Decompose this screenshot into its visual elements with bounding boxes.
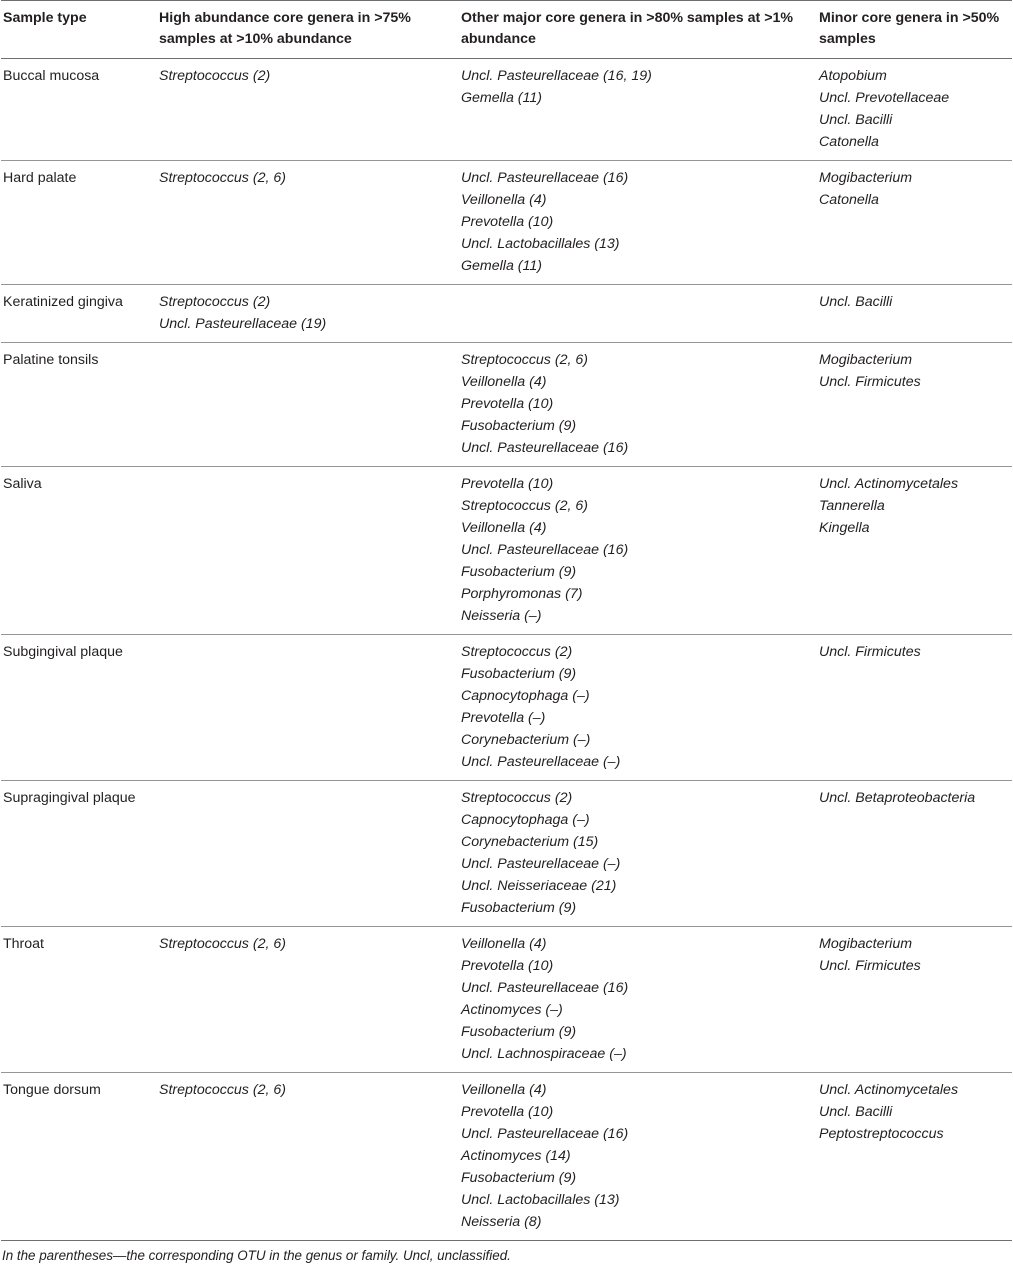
genus-name: Atopobium [819, 68, 887, 84]
sample-type-cell: Palatine tonsils [3, 352, 99, 368]
minor-cell [817, 343, 1012, 467]
table-footnote: In the parentheses—the corresponding OTU in the genus or family. Uncl, unclassified. [2, 1248, 511, 1263]
genus-name: Uncl. Pasteurellaceae (19) [159, 316, 327, 332]
other-major-cell [459, 1073, 817, 1241]
minor-cell [817, 161, 1012, 285]
header-other-major: Other major core genera in >80% samples at >1% abundance [461, 10, 793, 47]
genus-name: Fusobacterium (9) [461, 1024, 577, 1040]
other-major-cell [459, 343, 817, 467]
table-row [1, 635, 1012, 781]
genus-name: Mogibacterium [819, 352, 913, 368]
genus-name: Peptostreptococcus [819, 1126, 944, 1142]
genus-name: Fusobacterium (9) [461, 1170, 577, 1186]
table-row [1, 285, 1012, 343]
genus-name: Uncl. Pasteurellaceae (16) [461, 1126, 629, 1142]
table-row [1, 467, 1012, 635]
genus-name: Uncl. Pasteurellaceae (16, 19) [461, 68, 652, 84]
high-abundance-cell [157, 781, 459, 927]
genus-name: Uncl. Lachnospiraceae (–) [461, 1046, 627, 1062]
genus-name: Actinomyces (14) [461, 1148, 571, 1164]
sample-type-cell: Subgingival plaque [3, 644, 123, 660]
genus-name: Corynebacterium (–) [461, 732, 591, 748]
sample-type-cell: Tongue dorsum [3, 1082, 101, 1098]
other-major-cell [459, 285, 817, 343]
table-row [1, 343, 1012, 467]
other-major-cell [459, 161, 817, 285]
minor-cell [817, 927, 1012, 1073]
genus-name: Uncl. Betaproteobacteria [819, 790, 976, 806]
other-major-cell [459, 467, 817, 635]
genus-name: Streptococcus (2) [159, 68, 271, 84]
genus-name: Uncl. Firmicutes [819, 644, 921, 660]
high-abundance-cell [157, 161, 459, 285]
genus-name: Veillonella (4) [461, 520, 547, 536]
genus-name: Uncl. Actinomycetales [819, 1082, 959, 1098]
genus-name: Uncl. Pasteurellaceae (16) [461, 542, 629, 558]
genus-name: Tannerella [819, 498, 885, 514]
genus-name: Actinomyces (–) [461, 1002, 563, 1018]
table-row [1, 59, 1012, 161]
genus-name: Prevotella (10) [461, 1104, 554, 1120]
minor-cell [817, 781, 1012, 927]
other-major-cell [459, 781, 817, 927]
genus-name: Neisseria (8) [461, 1214, 542, 1230]
high-abundance-cell [157, 343, 459, 467]
genus-name: Mogibacterium [819, 936, 913, 952]
sample-type-cell: Throat [3, 936, 45, 952]
table-row [1, 927, 1012, 1073]
genus-name: Streptococcus (2, 6) [159, 1082, 286, 1098]
minor-cell [817, 285, 1012, 343]
genus-name: Capnocytophaga (–) [461, 688, 590, 704]
genus-name: Streptococcus (2) [461, 644, 573, 660]
genus-name: Uncl. Firmicutes [819, 374, 921, 390]
genus-name: Uncl. Bacilli [819, 112, 893, 128]
genus-name: Uncl. Lactobacillales (13) [461, 236, 620, 252]
genus-name: Uncl. Bacilli [819, 1104, 893, 1120]
genus-name: Fusobacterium (9) [461, 564, 577, 580]
genus-name: Uncl. Pasteurellaceae (16) [461, 980, 629, 996]
genus-name: Mogibacterium [819, 170, 913, 186]
table-header-row [1, 1, 1012, 59]
genus-name: Fusobacterium (9) [461, 666, 577, 682]
high-abundance-cell [157, 927, 459, 1073]
genus-name: Streptococcus (2, 6) [159, 170, 286, 186]
sample-type-cell: Buccal mucosa [3, 68, 100, 84]
sample-type-cell: Saliva [3, 476, 42, 492]
genus-name: Prevotella (10) [461, 476, 554, 492]
sample-type-cell: Keratinized gingiva [3, 294, 123, 310]
table-row [1, 781, 1012, 927]
minor-cell [817, 467, 1012, 635]
core-genera-table [1, 0, 1012, 1241]
genus-name: Fusobacterium (9) [461, 900, 577, 916]
genus-name: Prevotella (10) [461, 396, 554, 412]
genus-name: Catonella [819, 192, 879, 208]
high-abundance-cell [157, 285, 459, 343]
genus-name: Catonella [819, 134, 879, 150]
genus-name: Porphyromonas (7) [461, 586, 583, 602]
genus-name: Veillonella (4) [461, 1082, 547, 1098]
high-abundance-cell [157, 1073, 459, 1241]
high-abundance-cell [157, 635, 459, 781]
genus-name: Corynebacterium (15) [461, 834, 599, 850]
genus-name: Uncl. Pasteurellaceae (16) [461, 440, 629, 456]
genus-name: Uncl. Bacilli [819, 294, 893, 310]
genus-name: Streptococcus (2, 6) [159, 936, 286, 952]
genus-name: Gemella (11) [461, 90, 542, 106]
genus-name: Uncl. Pasteurellaceae (–) [461, 856, 621, 872]
table-body [1, 59, 1012, 1241]
genus-name: Uncl. Actinomycetales [819, 476, 959, 492]
genus-name: Prevotella (10) [461, 958, 554, 974]
other-major-cell [459, 927, 817, 1073]
genus-name: Veillonella (4) [461, 192, 547, 208]
sample-type-cell: Hard palate [3, 170, 77, 186]
genus-name: Neisseria (–) [461, 608, 542, 624]
table-row [1, 1073, 1012, 1241]
genus-name: Gemella (11) [461, 258, 542, 274]
minor-cell [817, 59, 1012, 161]
genus-name: Kingella [819, 520, 870, 536]
genus-name: Uncl. Firmicutes [819, 958, 921, 974]
genus-name: Veillonella (4) [461, 936, 547, 952]
genus-name: Streptococcus (2) [159, 294, 271, 310]
header-sample-type: Sample type [3, 10, 87, 26]
header-minor: Minor core genera in >50% samples [819, 10, 1000, 47]
minor-cell [817, 1073, 1012, 1241]
genus-name: Streptococcus (2) [461, 790, 573, 806]
high-abundance-cell [157, 59, 459, 161]
genus-name: Capnocytophaga (–) [461, 812, 590, 828]
genus-name: Uncl. Prevotellaceae [819, 90, 950, 106]
genus-name: Uncl. Pasteurellaceae (–) [461, 754, 621, 770]
other-major-cell [459, 59, 817, 161]
high-abundance-cell [157, 467, 459, 635]
genus-name: Uncl. Pasteurellaceae (16) [461, 170, 629, 186]
genus-name: Fusobacterium (9) [461, 418, 577, 434]
other-major-cell [459, 635, 817, 781]
header-high-abundance: High abundance core genera in >75% samples at >10% abundance [159, 10, 411, 47]
genus-name: Uncl. Lactobacillales (13) [461, 1192, 620, 1208]
genus-name: Prevotella (10) [461, 214, 554, 230]
sample-type-cell: Supragingival plaque [3, 790, 136, 806]
genus-name: Prevotella (–) [461, 710, 546, 726]
genus-name: Veillonella (4) [461, 374, 547, 390]
table-row [1, 161, 1012, 285]
genus-name: Uncl. Neisseriaceae (21) [461, 878, 617, 894]
genus-name: Streptococcus (2, 6) [461, 352, 588, 368]
genus-name: Streptococcus (2, 6) [461, 498, 588, 514]
minor-cell [817, 635, 1012, 781]
